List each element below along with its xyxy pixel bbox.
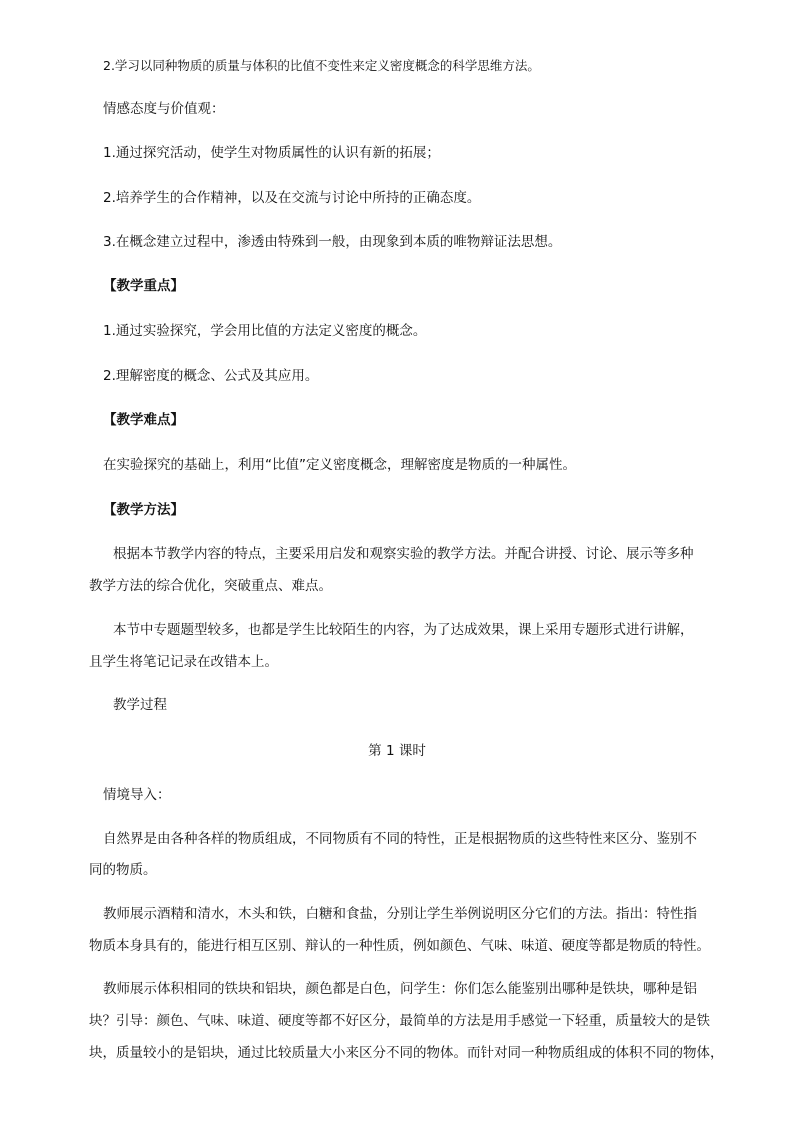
teaching-process-title: 教学过程 — [113, 697, 167, 713]
emotion-section-title: 情感态度与价值观： — [103, 101, 225, 117]
intro-paragraph-3-line-3: 块，质量较小的是铝块，通过比较质量大小来区分不同的物体。而针对同一种物质组成的体积不同的物体， — [89, 1045, 724, 1061]
method-heading: 【教学方法】 — [103, 502, 184, 518]
method-paragraph-2-line-1: 本节中专题题型较多，也都是学生比较陌生的内容，为了达成效果，课上采用专题形式进行讲解， — [113, 622, 694, 638]
intro-paragraph-2-line-1: 教师展示酒精和清水，木头和铁，白糖和食盐，分别让学生举例说明区分它们的方法。指出：特性指 — [103, 906, 697, 922]
intro-paragraph-1-line-1: 自然界是由各种各样的物质组成，不同物质有不同的特性，正是根据物质的这些特性来区分、鉴别不 — [103, 831, 697, 847]
difficulty-text: 在实验探究的基础上，利用“比值”定义密度概念，理解密度是物质的一种属性。 — [103, 457, 576, 473]
lesson-title: 第 1 课时 — [368, 743, 426, 759]
intro-paragraph-3-line-1: 教师展示体积相同的铁块和铝块，颜色都是白色，问学生：你们怎么能鉴别出哪种是铁块，哪种是铝 — [103, 981, 697, 997]
intro-paragraph-2-line-2: 物质本身具有的，能进行相互区别、辩认的一种性质，例如颜色、气味、味道、硬度等都是物质的特性。 — [89, 938, 710, 954]
emotion-item-1: 1.通过探究活动，使学生对物质属性的认识有新的拓展； — [103, 145, 440, 161]
difficulty-heading: 【教学难点】 — [103, 412, 184, 428]
method-paragraph-1-line-1: 根据本节教学内容的特点，主要采用启发和观察实验的教学方法。并配合讲授、讨论、展示等多种 — [113, 546, 694, 562]
key-points-heading: 【教学重点】 — [103, 278, 184, 294]
method-paragraph-2-line-2: 且学生将笔记记录在改错本上。 — [89, 654, 278, 670]
key-point-2: 2.理解密度的概念、公式及其应用。 — [103, 368, 319, 384]
key-point-1: 1.通过实验探究，学会用比值的方法定义密度的概念。 — [103, 323, 427, 339]
method-paragraph-1-line-2: 教学方法的综合优化，突破重点、难点。 — [89, 578, 332, 594]
intro-paragraph-1-line-2: 同的物质。 — [89, 862, 157, 878]
objective-2: 2.学习以同种物质的质量与体积的比值不变性来定义密度概念的科学思维方法。 — [103, 58, 540, 73]
intro-heading: 情境导入： — [103, 787, 171, 803]
emotion-item-2: 2.培养学生的合作精神，以及在交流与讨论中所持的正确态度。 — [103, 190, 481, 206]
intro-paragraph-3-line-2: 块？引导：颜色、气味、味道、硬度等都不好区分，最简单的方法是用手感觉一下轻重，质量较大的是铁 — [89, 1013, 710, 1029]
emotion-item-3: 3.在概念建立过程中，渗透由特殊到一般，由现象到本质的唯物辩证法思想。 — [103, 234, 562, 250]
